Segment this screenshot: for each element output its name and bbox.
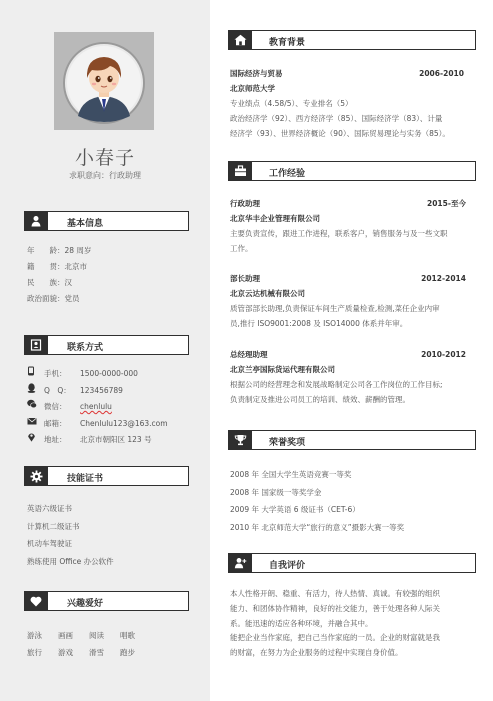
list-item: 2009 年 大学英语 6 级证书（CET-6） <box>230 505 360 514</box>
location-icon <box>27 432 44 449</box>
mail-icon <box>27 416 44 433</box>
person-icon <box>24 211 48 231</box>
list-item: 计算机二级证书 <box>27 521 80 531</box>
contact-row-mail: 邮箱： Chenlulu123@163.com <box>27 416 168 433</box>
self-eval-line: 能力、和团体协作精神，良好的社交能力，善于处理各种人际关 <box>230 603 440 613</box>
list-item: 熟练使用 Office 办公软件 <box>27 556 114 566</box>
job-line: 工作。 <box>230 244 253 253</box>
contact-row-qq: Q Q： 123456789 <box>27 383 168 400</box>
person-name: 小春子 <box>74 147 135 169</box>
job-line: 质管部部长助理,负责保证车间生产质量检查,检测,菜任企业内审 <box>230 304 440 313</box>
awards-list <box>230 466 474 536</box>
list-item: 跑步 <box>120 648 135 657</box>
wechat-value[interactable]: chenlulu <box>80 402 112 411</box>
education-line: 政治经济学（92）、西方经济学（85）、国际经济学（83）、计量 <box>230 114 443 123</box>
basic-info-row: 民 族： 汉 <box>27 278 72 287</box>
list-item: 游戏 <box>58 648 73 657</box>
hobbies-list <box>27 627 151 661</box>
job-period: 2015-至今 <box>427 199 466 208</box>
briefcase-icon <box>228 161 252 181</box>
contact-row-phone: 手机： 1500-0000-000 <box>27 366 168 383</box>
job-line: 主要负责宣传，跟进工作进程，联系客户，销售服务与及一些文职 <box>230 229 448 238</box>
contact-card-icon <box>24 335 48 355</box>
section-title: 基本信息 <box>67 219 104 229</box>
self-eval-line: 系。能迅速的适应各种环境，并融合其中。 <box>230 618 373 628</box>
list-item: 英语六级证书 <box>27 504 72 513</box>
education-block <box>230 66 474 141</box>
contact-row-address: 地址： 北京市朝阳区 123 号 <box>27 432 168 449</box>
contact-row-wechat: 微信： chenlulu <box>27 399 168 416</box>
job-company: 北京云达机械有限公司 <box>230 289 305 298</box>
section-header-self-eval <box>228 553 476 573</box>
job-line: 根据公司的经营理念和发展战略制定公司各工作岗位的工作目标; <box>230 380 443 389</box>
education-major: 国际经济与贸易 <box>230 69 283 78</box>
list-item: 旅行 <box>27 648 42 657</box>
section-title: 工作经验 <box>269 169 306 179</box>
email-value[interactable]: Chenlulu123@163.com <box>80 418 168 428</box>
list-item: 2010 年 北京师范大学“旅行的意义”摄影大赛一等奖 <box>230 522 405 532</box>
skills-list <box>27 500 114 570</box>
section-header-basic-info <box>24 211 189 231</box>
job-entry <box>230 196 474 256</box>
home-icon <box>228 30 252 50</box>
job-period: 2010-2012 <box>421 350 466 359</box>
heart-icon <box>24 591 48 611</box>
section-title: 技能证书 <box>67 474 104 484</box>
avatar <box>54 32 154 130</box>
job-line: 员,推行 ISO9001:2008 及 ISO14000 体系并年审。 <box>230 319 408 328</box>
section-title: 荣誉奖项 <box>269 438 306 448</box>
section-header-experience <box>228 161 476 181</box>
contact-list <box>27 366 168 449</box>
section-header-awards <box>228 430 476 450</box>
section-title: 联系方式 <box>67 343 104 353</box>
basic-info-list <box>27 243 91 307</box>
job-intent: 求职意向：行政助理 <box>69 171 141 180</box>
list-item: 游泳 <box>27 631 42 640</box>
job-role: 行政助理 <box>230 199 260 208</box>
section-title: 教育背景 <box>269 38 306 48</box>
job-company: 北京华丰企业管理有限公司 <box>230 214 320 223</box>
self-eval-line: 本人性格开朗、稳重、有活力，待人热情、真诚。有较强的组织 <box>230 589 440 598</box>
qq-icon <box>27 383 44 400</box>
job-period: 2012-2014 <box>421 274 466 283</box>
education-title-row <box>230 66 474 81</box>
self-eval-line: 能把企业当作家庭，把自己当作家庭的一员。企业的财富就是我 <box>230 633 440 643</box>
list-item: 唱歌 <box>120 631 135 640</box>
job-entry <box>230 347 474 407</box>
list-item: 阅读 <box>89 631 104 640</box>
hobby-row <box>27 644 151 661</box>
basic-info-row: 籍 贯： 北京市 <box>27 262 87 271</box>
phone-value[interactable]: 1500-0000-000 <box>80 369 138 378</box>
section-header-contact <box>24 335 189 355</box>
list-item: 画画 <box>58 631 73 640</box>
section-header-hobbies <box>24 591 189 611</box>
list-item: 滑雪 <box>89 648 104 657</box>
address-value: 北京市朝阳区 123 号 <box>80 435 152 444</box>
job-line: 负责制定及推进公司员工的培训、绩效、薪酬的管理。 <box>230 395 410 404</box>
self-eval-text <box>230 587 474 661</box>
wechat-icon <box>27 399 44 416</box>
section-title: 自我评价 <box>269 561 306 571</box>
basic-info-row: 年 龄： 28 周岁 <box>27 246 92 255</box>
self-eval-line: 的财富，在努力为企业服务的过程中实现自身价值。 <box>230 648 403 658</box>
add-user-icon <box>228 553 252 573</box>
trophy-icon <box>228 430 252 450</box>
job-company: 北京兰亭国际货运代理有限公司 <box>230 365 335 374</box>
education-period: 2006-2010 <box>419 69 464 78</box>
gear-icon <box>24 466 48 486</box>
qq-value[interactable]: 123456789 <box>80 385 123 395</box>
list-item: 2008 年 全国大学生英语竞赛一等奖 <box>230 470 352 479</box>
list-item: 机动车驾驶证 <box>27 539 72 548</box>
section-header-education <box>228 30 476 50</box>
job-role: 总经理助理 <box>230 350 268 359</box>
education-line: 经济学（93）、世界经济概论（90）、国际贸易理论与实务（85）。 <box>230 129 450 138</box>
section-title: 兴趣爱好 <box>67 599 104 609</box>
education-school: 北京师范大学 <box>230 84 275 93</box>
basic-info-row: 政治面貌： 党员 <box>27 294 80 303</box>
avatar-illustration <box>54 32 154 130</box>
job-role: 部长助理 <box>230 274 260 283</box>
phone-icon <box>27 366 44 383</box>
job-entry <box>230 271 474 331</box>
education-line: 专业绩点（4.58/5）、专业排名（5） <box>230 99 353 108</box>
list-item: 2008 年 国家级一等奖学金 <box>230 487 322 497</box>
section-header-skills <box>24 466 189 486</box>
hobby-row <box>27 627 151 644</box>
